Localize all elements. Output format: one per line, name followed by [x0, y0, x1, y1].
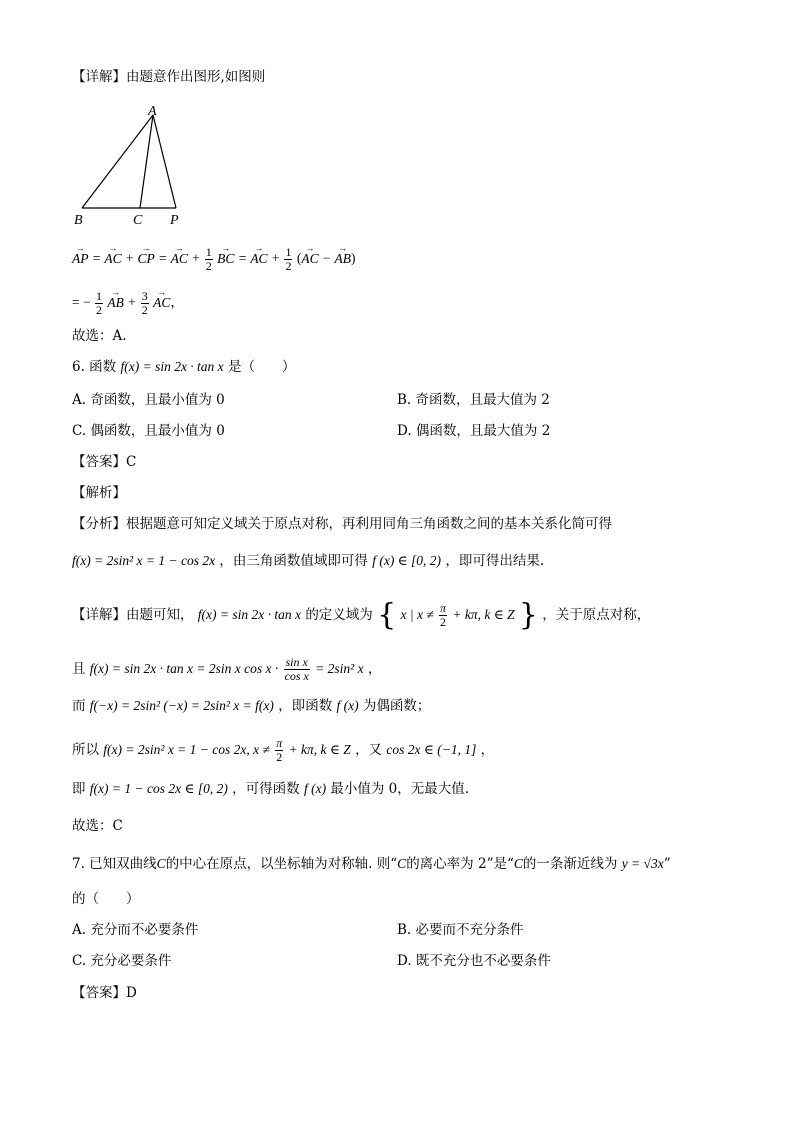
q5-vector-equation-2: = − $\frac{1}{2}$ → AB + $\frac{3}{2}$ → AC， — [72, 290, 184, 317]
q5-detail-heading: 【详解】由题意作出图形,如图则 — [72, 69, 266, 85]
q7-option-d: D. 既不充分也不必要条件 — [397, 953, 551, 969]
q6-fenxi-line1: 【分析】根据题意可知定义域关于原点对称，再利用同角三角函数之间的基本关系化简可得 — [72, 516, 612, 532]
label-b: B — [74, 213, 83, 228]
q5-choice: 故选：A. — [72, 328, 127, 344]
q7-option-b: B. 必要而不充分条件 — [397, 922, 524, 938]
q6-step-3: 所以 f(x) = 2sin² x = 1 − cos 2x, x ≠ $\frac{\pi}{2}$ + kπ, k ∈ Z ，又 cos 2x ∈ (−1, 1] ， — [72, 736, 495, 764]
triangle-figure — [70, 100, 200, 230]
q6-answer: 【答案】C — [72, 454, 137, 470]
q7-option-a: A. 充分而不必要条件 — [72, 922, 199, 938]
q5-vector-equation-1: → AP = → AC + → CP = → AC + $\frac{1}{2}$ → BC = → AC + $\frac{1}{2}$ (→ AC − → AB) — [72, 246, 355, 273]
q6-step-2: 而 f(−x) = 2sin² (−x) = 2sin² x = f(x) ，即函数 f (x) 为偶函数； — [72, 698, 431, 714]
q7-option-c: C. 充分必要条件 — [72, 953, 172, 969]
label-a: A — [148, 104, 157, 119]
q7-stem-line2: 的（ ） — [72, 891, 140, 907]
q6-step-1: 且 f(x) = sin 2x · tan x = 2sin x cos x · $\frac{\text{sin x}}{\text{cos x}}$ = 2sin² x ， — [72, 655, 382, 683]
q6-step-4: 即 f(x) = 1 − cos 2x ∈ [0, 2) ，可得函数 f (x) 最小值为 0，无最大值. — [72, 781, 470, 797]
q7-answer: 【答案】D — [72, 985, 137, 1001]
q6-option-b: B. 奇函数，且最大值为 2 — [397, 392, 550, 408]
q7-stem-line1: 7. 已知双曲线C的中心在原点，以坐标轴为对称轴. 则“C的离心率为 2”是“C的一条渐近线为 y = √3x” — [72, 856, 671, 872]
q6-option-c: C. 偶函数，且最小值为 0 — [72, 423, 225, 439]
q6-option-d: D. 偶函数，且最大值为 2 — [397, 423, 551, 439]
q6-choice: 故选：C — [72, 818, 123, 834]
q6-detail-domain: 【详解】由题可知， f(x) = sin 2x · tan x 的定义域为 { x | x ≠ $\frac{\pi}{2}$ + kπ, k ∈ Z } ，关于原点对称， — [72, 597, 651, 633]
q6-option-a: A. 奇函数，且最小值为 0 — [72, 392, 225, 408]
q6-stem: 6. 函数 f(x) = sin 2x · tan x 是（ ） — [72, 359, 296, 375]
label-p: P — [170, 213, 179, 228]
q6-analysis-heading: 【解析】 — [72, 485, 126, 501]
q6-fenxi-line2: f(x) = 2sin² x = 1 − cos 2x ，由三角函数值域即可得 f (x) ∈ [0, 2) ，即可得出结果. — [72, 553, 545, 569]
segment-ap — [153, 115, 176, 208]
label-c: C — [133, 213, 143, 228]
